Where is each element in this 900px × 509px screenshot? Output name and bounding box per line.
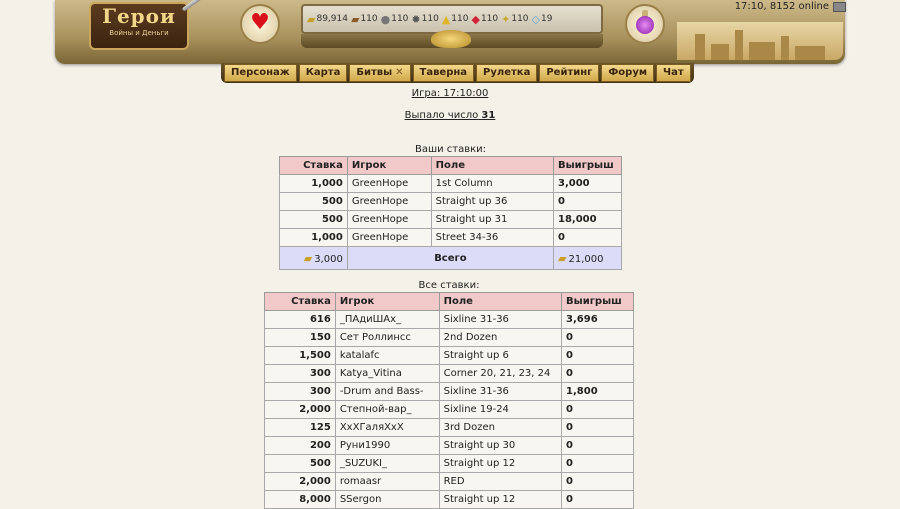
resource-item [307, 13, 348, 26]
resource-item [381, 13, 409, 26]
total-bet: 3,000 [314, 253, 343, 265]
resource-value: 110 [421, 14, 439, 24]
nav-item[interactable] [601, 64, 654, 82]
resources-bar-ornament [301, 34, 603, 48]
server-clock [735, 1, 846, 12]
bet-amount: 8,000 [265, 491, 336, 509]
table-row [280, 229, 622, 247]
resource-item [471, 13, 498, 26]
bet-amount: 200 [265, 437, 336, 455]
nav-item-label: Рулетка [483, 67, 531, 78]
logo-title: Герои [102, 4, 176, 28]
total-win-cell [554, 247, 622, 270]
table-row [265, 437, 634, 455]
player-name[interactable]: Сет Роллинсс [335, 329, 439, 347]
resource-value: 110 [451, 14, 469, 24]
bet-field: Straight up 36 [431, 193, 553, 211]
col-header-player: Игрок [347, 157, 431, 175]
nav-item-label: Таверна [419, 67, 468, 78]
win-amount: 3,696 [562, 311, 634, 329]
win-amount: 18,000 [554, 211, 622, 229]
gold-icon: ▰ [307, 12, 316, 26]
bet-field: 1st Column [431, 175, 553, 193]
nav-item-label: Битвы [356, 67, 393, 78]
player-name[interactable]: -Drum and Bass- [335, 383, 439, 401]
ore-icon: ● [380, 12, 391, 26]
resource-item [501, 13, 528, 26]
nav-item[interactable] [656, 64, 691, 82]
game-logo[interactable] [89, 2, 189, 50]
bet-amount: 300 [265, 383, 336, 401]
nav-item[interactable] [349, 64, 410, 82]
resource-item [442, 13, 469, 26]
bet-amount: 616 [265, 311, 336, 329]
bet-field: 3rd Dozen [439, 419, 561, 437]
bet-amount: 2,000 [265, 401, 336, 419]
table-row [280, 211, 622, 229]
resource-value: 89,914 [316, 14, 348, 24]
resource-item [411, 13, 438, 26]
win-amount: 0 [554, 229, 622, 247]
clock-text: 17:10, 8152 online [734, 1, 829, 12]
bet-field: Sixline 19-24 [439, 401, 561, 419]
diamond-icon: ◇ [531, 12, 541, 26]
bet-amount: 125 [265, 419, 336, 437]
game-time-line [0, 88, 900, 99]
wood-icon: ▰ [350, 12, 360, 26]
resource-value: 110 [360, 14, 378, 24]
resource-value: 19 [541, 14, 553, 24]
table-row [280, 175, 622, 193]
player-name[interactable]: _ПАдиШАх_ [335, 311, 439, 329]
your-bets-caption: Ваши ставки: [414, 144, 487, 155]
result-link[interactable] [405, 110, 496, 121]
castle-decoration-icon [677, 22, 843, 60]
col-header-win: Выигрыш [554, 157, 622, 175]
bet-amount: 150 [265, 329, 336, 347]
bet-amount: 1,500 [265, 347, 336, 365]
table-row [265, 455, 634, 473]
result-label: Выпало число [404, 110, 479, 121]
potion-icon[interactable] [625, 4, 665, 44]
bet-field: RED [439, 473, 561, 491]
nav-item[interactable] [539, 64, 599, 82]
nav-item[interactable] [224, 64, 297, 82]
bet-amount: 300 [265, 365, 336, 383]
bet-field: Straight up 31 [431, 211, 553, 229]
col-header-player: Игрок [335, 293, 439, 311]
player-name[interactable]: GreenHope [347, 229, 431, 247]
main-nav [221, 63, 694, 83]
nav-item[interactable] [299, 64, 348, 82]
nav-item-label: Карта [305, 67, 341, 78]
resource-item [532, 13, 553, 26]
tv-icon[interactable] [833, 2, 846, 12]
player-name[interactable]: romaasr [335, 473, 439, 491]
result-line [0, 110, 900, 121]
win-amount: 0 [562, 329, 634, 347]
win-amount: 0 [562, 419, 634, 437]
col-header-field: Поле [431, 157, 553, 175]
bet-amount: 500 [280, 193, 348, 211]
total-row [280, 247, 622, 270]
health-heart-icon[interactable]: ♥ [240, 4, 280, 44]
win-amount: 0 [562, 455, 634, 473]
bet-field: Sixline 31-36 [439, 383, 561, 401]
all-bets-caption: Все ставки: [418, 280, 480, 291]
table-row [265, 347, 634, 365]
table-row [265, 473, 634, 491]
bet-amount: 500 [280, 211, 348, 229]
win-amount: 0 [562, 365, 634, 383]
player-name[interactable]: _SUZUKI_ [335, 455, 439, 473]
table-row [265, 383, 634, 401]
nav-item[interactable] [413, 64, 475, 82]
table-row [265, 365, 634, 383]
table-row [265, 419, 634, 437]
col-header-win: Выигрыш [562, 293, 634, 311]
header-banner [55, 0, 845, 64]
close-icon: ✕ [395, 67, 404, 78]
all-bets-table [264, 292, 634, 509]
player-name[interactable]: GreenHope [347, 211, 431, 229]
all-bets-header-row [265, 293, 634, 311]
player-name[interactable]: ХхХГаляХхХ [335, 419, 439, 437]
table-row [265, 401, 634, 419]
win-amount: 0 [554, 193, 622, 211]
bet-field: Straight up 30 [439, 437, 561, 455]
bet-amount: 1,000 [280, 229, 348, 247]
bet-field: Straight up 12 [439, 491, 561, 509]
win-amount: 0 [562, 491, 634, 509]
bet-field: Straight up 12 [439, 455, 561, 473]
col-header-bet: Ставка [265, 293, 336, 311]
your-bets-table [279, 156, 622, 270]
player-name[interactable]: katalafc [335, 347, 439, 365]
crystal-icon: ◆ [471, 12, 480, 26]
bet-field: Sixline 31-36 [439, 311, 561, 329]
bet-field: Straight up 6 [439, 347, 561, 365]
nav-item-label: Форум [608, 67, 648, 78]
win-amount: 0 [562, 401, 634, 419]
total-label: Всего [347, 247, 553, 270]
game-time-link[interactable]: Игра: 17:10:00 [411, 88, 489, 99]
table-row [265, 329, 634, 347]
bet-field: Corner 20, 21, 23, 24 [439, 365, 561, 383]
win-amount: 3,000 [554, 175, 622, 193]
nav-item-label: Персонаж [231, 67, 290, 78]
game-header [55, 0, 845, 84]
nav-item-label: Рейтинг [546, 67, 593, 78]
player-name[interactable]: Руни1990 [335, 437, 439, 455]
result-number: 31 [481, 110, 496, 121]
gold-icon: ▰ [303, 251, 313, 265]
sulfur-icon: ▲ [441, 12, 451, 26]
bet-field: Street 34-36 [431, 229, 553, 247]
win-amount: 0 [562, 347, 634, 365]
player-name[interactable]: GreenHope [347, 175, 431, 193]
resource-value: 110 [391, 14, 409, 24]
win-amount: 1,800 [562, 383, 634, 401]
nav-item-label: Чат [663, 67, 684, 78]
gold-icon: ▰ [558, 251, 567, 265]
col-header-bet: Ставка [280, 157, 348, 175]
col-header-field: Поле [439, 293, 561, 311]
resource-value: 110 [511, 14, 529, 24]
mercury-icon: ✹ [411, 12, 421, 26]
bet-amount: 1,000 [280, 175, 348, 193]
resource-value: 110 [480, 14, 499, 24]
bet-amount: 2,000 [265, 473, 336, 491]
your-bets-header-row [280, 157, 622, 175]
win-amount: 0 [562, 473, 634, 491]
total-win: 21,000 [568, 253, 604, 265]
bet-amount: 500 [265, 455, 336, 473]
total-bet-cell [280, 247, 348, 270]
gem-icon: ✦ [501, 12, 511, 26]
bet-field: 2nd Dozen [439, 329, 561, 347]
logo-subtitle: Войны и Деньги [109, 29, 169, 37]
player-name[interactable]: Katya_Vitina [335, 365, 439, 383]
resource-item [351, 13, 378, 26]
nav-item[interactable] [476, 64, 537, 82]
win-amount: 0 [562, 437, 634, 455]
player-name[interactable]: Степной-вар_ [335, 401, 439, 419]
table-row [265, 491, 634, 509]
sword-icon [182, 0, 235, 12]
player-name[interactable]: SSergon [335, 491, 439, 509]
table-row [280, 193, 622, 211]
player-name[interactable]: GreenHope [347, 193, 431, 211]
table-row [265, 311, 634, 329]
